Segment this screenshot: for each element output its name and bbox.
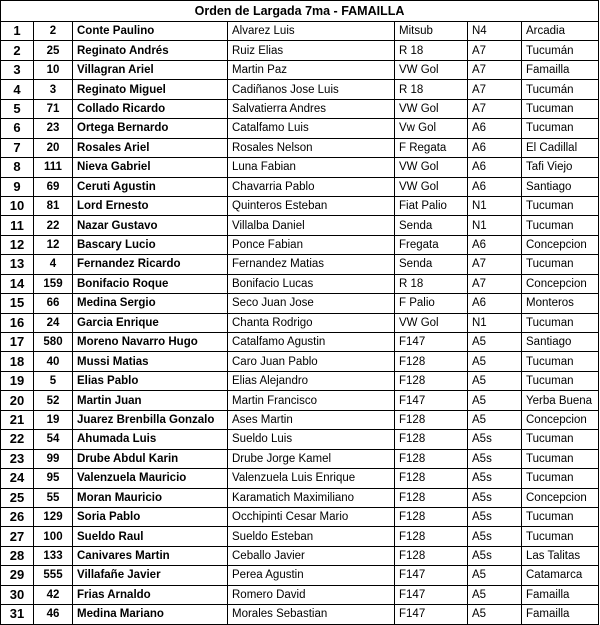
cell-position[interactable]: 11 — [1, 216, 34, 235]
cell-class[interactable]: A6 — [468, 235, 522, 254]
cell-navigator[interactable]: Alvarez Luis — [228, 22, 395, 41]
cell-class[interactable]: A7 — [468, 99, 522, 118]
cell-car[interactable]: VW Gol — [395, 177, 468, 196]
cell-position[interactable]: 21 — [1, 410, 34, 429]
cell-position[interactable]: 22 — [1, 430, 34, 449]
cell-driver[interactable]: Nieva Gabriel — [73, 158, 228, 177]
cell-navigator[interactable]: Morales Sebastian — [228, 605, 395, 624]
table-row — [1, 371, 599, 390]
cell-navigator[interactable]: Chanta Rodrigo — [228, 313, 395, 332]
table-row — [1, 235, 599, 254]
cell-driver[interactable]: Garcia Enrique — [73, 313, 228, 332]
cell-car[interactable]: R 18 — [395, 80, 468, 99]
cell-position[interactable]: 19 — [1, 371, 34, 390]
cell-city[interactable]: Catamarca — [522, 566, 599, 585]
cell-navigator[interactable]: Romero David — [228, 585, 395, 604]
cell-position[interactable]: 14 — [1, 274, 34, 293]
cell-car[interactable]: F147 — [395, 566, 468, 585]
cell-car-number[interactable]: 24 — [34, 313, 73, 332]
table-row — [1, 119, 599, 138]
cell-car-number[interactable]: 133 — [34, 546, 73, 565]
cell-car[interactable]: R 18 — [395, 274, 468, 293]
cell-city[interactable]: Tucuman — [522, 371, 599, 390]
cell-car-number[interactable]: 40 — [34, 352, 73, 371]
cell-position[interactable]: 1 — [1, 22, 34, 41]
cell-driver[interactable]: Sueldo Raul — [73, 527, 228, 546]
cell-class[interactable]: A5 — [468, 333, 522, 352]
cell-city[interactable]: Santiago — [522, 177, 599, 196]
cell-city[interactable]: Famailla — [522, 585, 599, 604]
cell-class[interactable]: A5 — [468, 371, 522, 390]
cell-driver[interactable]: Frias Arnaldo — [73, 585, 228, 604]
cell-navigator[interactable]: Quinteros Esteban — [228, 196, 395, 215]
cell-car-number[interactable]: 159 — [34, 274, 73, 293]
cell-car-number[interactable]: 54 — [34, 430, 73, 449]
table-row — [1, 566, 599, 585]
cell-navigator[interactable]: Valenzuela Luis Enrique — [228, 469, 395, 488]
cell-car[interactable]: Senda — [395, 216, 468, 235]
cell-car-number[interactable]: 71 — [34, 99, 73, 118]
table-row — [1, 294, 599, 313]
cell-driver[interactable]: Ceruti Agustin — [73, 177, 228, 196]
cell-class[interactable]: A6 — [468, 138, 522, 157]
cell-navigator[interactable]: Bonifacio Lucas — [228, 274, 395, 293]
cell-city[interactable]: Tucuman — [522, 119, 599, 138]
cell-car[interactable]: F Palio — [395, 294, 468, 313]
cell-car-number[interactable]: 23 — [34, 119, 73, 138]
cell-navigator[interactable]: Villalba Daniel — [228, 216, 395, 235]
cell-position[interactable]: 5 — [1, 99, 34, 118]
cell-city[interactable]: Tucumán — [522, 80, 599, 99]
cell-city[interactable]: Concepcion — [522, 274, 599, 293]
cell-car[interactable]: R 18 — [395, 41, 468, 60]
cell-position[interactable]: 15 — [1, 294, 34, 313]
table-row — [1, 196, 599, 215]
table-row — [1, 469, 599, 488]
cell-city[interactable]: Tucuman — [522, 507, 599, 526]
cell-driver[interactable]: Nazar Gustavo — [73, 216, 228, 235]
cell-navigator[interactable]: Sueldo Luis — [228, 430, 395, 449]
cell-city[interactable]: Arcadia — [522, 22, 599, 41]
cell-car-number[interactable]: 580 — [34, 333, 73, 352]
cell-position[interactable]: 10 — [1, 196, 34, 215]
cell-position[interactable]: 3 — [1, 60, 34, 79]
cell-position[interactable]: 20 — [1, 391, 34, 410]
cell-car-number[interactable]: 19 — [34, 410, 73, 429]
cell-navigator[interactable]: Karamatich Maximiliano — [228, 488, 395, 507]
cell-car-number[interactable]: 5 — [34, 371, 73, 390]
cell-city[interactable]: Santiago — [522, 333, 599, 352]
cell-navigator[interactable]: Elias Alejandro — [228, 371, 395, 390]
cell-navigator[interactable]: Ponce Fabian — [228, 235, 395, 254]
cell-class[interactable]: A5 — [468, 566, 522, 585]
cell-class[interactable]: A5s — [468, 546, 522, 565]
cell-class[interactable]: A5 — [468, 391, 522, 410]
cell-navigator[interactable]: Drube Jorge Kamel — [228, 449, 395, 468]
cell-position[interactable]: 4 — [1, 80, 34, 99]
cell-position[interactable]: 7 — [1, 138, 34, 157]
table-row — [1, 313, 599, 332]
cell-city[interactable]: Concepcion — [522, 235, 599, 254]
cell-car[interactable]: Senda — [395, 255, 468, 274]
cell-car-number[interactable]: 20 — [34, 138, 73, 157]
cell-navigator[interactable]: Perea Agustin — [228, 566, 395, 585]
cell-city[interactable]: Tucuman — [522, 99, 599, 118]
cell-driver[interactable]: Drube Abdul Karin — [73, 449, 228, 468]
cell-driver[interactable]: Bascary Lucio — [73, 235, 228, 254]
cell-navigator[interactable]: Catalfamo Luis — [228, 119, 395, 138]
table-row — [1, 138, 599, 157]
cell-driver[interactable]: Lord Ernesto — [73, 196, 228, 215]
table-row — [1, 99, 599, 118]
cell-car[interactable]: Vw Gol — [395, 119, 468, 138]
cell-class[interactable]: A5 — [468, 410, 522, 429]
table-row — [1, 352, 599, 371]
cell-car-number[interactable]: 129 — [34, 507, 73, 526]
cell-position[interactable]: 13 — [1, 255, 34, 274]
cell-car[interactable]: F147 — [395, 605, 468, 624]
cell-position[interactable]: 16 — [1, 313, 34, 332]
cell-car-number[interactable]: 555 — [34, 566, 73, 585]
cell-driver[interactable]: Medina Sergio — [73, 294, 228, 313]
cell-car[interactable]: F Regata — [395, 138, 468, 157]
cell-navigator[interactable]: Ases Martin — [228, 410, 395, 429]
cell-navigator[interactable]: Sueldo Esteban — [228, 527, 395, 546]
table-row — [1, 255, 599, 274]
cell-car-number[interactable]: 55 — [34, 488, 73, 507]
cell-car-number[interactable]: 81 — [34, 196, 73, 215]
cell-car[interactable]: VW Gol — [395, 99, 468, 118]
cell-position[interactable]: 17 — [1, 333, 34, 352]
cell-car-number[interactable]: 42 — [34, 585, 73, 604]
cell-car[interactable]: VW Gol — [395, 313, 468, 332]
table-row — [1, 546, 599, 565]
cell-class[interactable]: A6 — [468, 158, 522, 177]
table-row — [1, 585, 599, 604]
cell-class[interactable]: A6 — [468, 177, 522, 196]
cell-city[interactable]: Tucuman — [522, 430, 599, 449]
cell-car-number[interactable]: 22 — [34, 216, 73, 235]
table-body — [1, 22, 599, 625]
cell-class[interactable]: N1 — [468, 216, 522, 235]
cell-navigator[interactable]: Catalfamo Agustin — [228, 333, 395, 352]
cell-car-number[interactable]: 4 — [34, 255, 73, 274]
cell-position[interactable]: 9 — [1, 177, 34, 196]
cell-navigator[interactable]: Seco Juan Jose — [228, 294, 395, 313]
cell-navigator[interactable]: Ruiz Elias — [228, 41, 395, 60]
cell-position[interactable]: 29 — [1, 566, 34, 585]
cell-car[interactable]: F147 — [395, 333, 468, 352]
table-title: Orden de Largada 7ma - FAMAILLA — [1, 1, 599, 22]
cell-city[interactable]: Tucuman — [522, 469, 599, 488]
cell-car[interactable]: F128 — [395, 527, 468, 546]
table-row — [1, 527, 599, 546]
table-row — [1, 216, 599, 235]
cell-navigator[interactable]: Salvatierra Andres — [228, 99, 395, 118]
cell-class[interactable]: A5 — [468, 605, 522, 624]
cell-car-number[interactable]: 69 — [34, 177, 73, 196]
cell-driver[interactable]: Conte Paulino — [73, 22, 228, 41]
cell-car[interactable]: F128 — [395, 352, 468, 371]
cell-car[interactable]: Fregata — [395, 235, 468, 254]
cell-driver[interactable]: Juarez Brenbilla Gonzalo — [73, 410, 228, 429]
cell-class[interactable]: A5 — [468, 585, 522, 604]
cell-city[interactable]: Famailla — [522, 60, 599, 79]
cell-car-number[interactable]: 95 — [34, 469, 73, 488]
table-row — [1, 449, 599, 468]
table-row — [1, 410, 599, 429]
title-row — [1, 1, 599, 22]
cell-navigator[interactable]: Occhipinti Cesar Mario — [228, 507, 395, 526]
table-row — [1, 177, 599, 196]
cell-city[interactable]: Yerba Buena — [522, 391, 599, 410]
cell-navigator[interactable]: Martin Francisco — [228, 391, 395, 410]
cell-position[interactable]: 2 — [1, 41, 34, 60]
cell-class[interactable]: A6 — [468, 294, 522, 313]
cell-class[interactable]: A7 — [468, 60, 522, 79]
cell-car-number[interactable]: 3 — [34, 80, 73, 99]
cell-position[interactable]: 26 — [1, 507, 34, 526]
cell-driver[interactable]: Villafañe Javier — [73, 566, 228, 585]
cell-driver[interactable]: Mussi Matias — [73, 352, 228, 371]
cell-driver[interactable]: Canivares Martin — [73, 546, 228, 565]
cell-position[interactable]: 6 — [1, 119, 34, 138]
cell-city[interactable]: Tafi Viejo — [522, 158, 599, 177]
cell-navigator[interactable]: Ceballo Javier — [228, 546, 395, 565]
cell-car[interactable]: VW Gol — [395, 158, 468, 177]
cell-class[interactable]: A6 — [468, 119, 522, 138]
cell-city[interactable]: Tucuman — [522, 196, 599, 215]
cell-city[interactable]: Las Talitas — [522, 546, 599, 565]
table-row — [1, 22, 599, 41]
cell-driver[interactable]: Reginato Miguel — [73, 80, 228, 99]
cell-car-number[interactable]: 52 — [34, 391, 73, 410]
cell-navigator[interactable]: Cadiñanos Jose Luis — [228, 80, 395, 99]
cell-city[interactable]: Famailla — [522, 605, 599, 624]
table-row — [1, 60, 599, 79]
cell-class[interactable]: A7 — [468, 80, 522, 99]
cell-driver[interactable]: Ahumada Luis — [73, 430, 228, 449]
cell-city[interactable]: Concepcion — [522, 410, 599, 429]
cell-car[interactable]: F128 — [395, 430, 468, 449]
cell-car[interactable]: F128 — [395, 410, 468, 429]
cell-driver[interactable]: Soria Pablo — [73, 507, 228, 526]
cell-car[interactable]: F147 — [395, 391, 468, 410]
cell-position[interactable]: 30 — [1, 585, 34, 604]
cell-car-number[interactable]: 46 — [34, 605, 73, 624]
cell-car[interactable]: F147 — [395, 585, 468, 604]
cell-position[interactable]: 8 — [1, 158, 34, 177]
cell-position[interactable]: 25 — [1, 488, 34, 507]
cell-car-number[interactable]: 25 — [34, 41, 73, 60]
cell-city[interactable]: Tucumán — [522, 41, 599, 60]
cell-car[interactable]: F128 — [395, 507, 468, 526]
cell-position[interactable]: 23 — [1, 449, 34, 468]
cell-car[interactable]: F128 — [395, 371, 468, 390]
cell-car[interactable]: F128 — [395, 546, 468, 565]
cell-driver[interactable]: Rosales Ariel — [73, 138, 228, 157]
table-row — [1, 333, 599, 352]
cell-city[interactable]: Tucuman — [522, 352, 599, 371]
cell-car[interactable]: Fiat Palio — [395, 196, 468, 215]
cell-driver[interactable]: Moran Mauricio — [73, 488, 228, 507]
cell-navigator[interactable]: Caro Juan Pablo — [228, 352, 395, 371]
cell-driver[interactable]: Villagran Ariel — [73, 60, 228, 79]
cell-class[interactable]: A5s — [468, 430, 522, 449]
cell-position[interactable]: 28 — [1, 546, 34, 565]
cell-city[interactable]: Tucuman — [522, 255, 599, 274]
cell-class[interactable]: A7 — [468, 255, 522, 274]
table-row — [1, 430, 599, 449]
cell-driver[interactable]: Medina Mariano — [73, 605, 228, 624]
cell-car[interactable]: VW Gol — [395, 60, 468, 79]
cell-class[interactable]: N4 — [468, 22, 522, 41]
cell-class[interactable]: A7 — [468, 274, 522, 293]
cell-class[interactable]: A5s — [468, 507, 522, 526]
cell-city[interactable]: Tucuman — [522, 313, 599, 332]
cell-position[interactable]: 27 — [1, 527, 34, 546]
cell-class[interactable]: A5s — [468, 527, 522, 546]
table-row — [1, 605, 599, 624]
cell-navigator[interactable]: Rosales Nelson — [228, 138, 395, 157]
cell-car-number[interactable]: 99 — [34, 449, 73, 468]
cell-class[interactable]: N1 — [468, 196, 522, 215]
cell-driver[interactable]: Moreno Navarro Hugo — [73, 333, 228, 352]
cell-navigator[interactable]: Martin Paz — [228, 60, 395, 79]
cell-car[interactable]: F128 — [395, 449, 468, 468]
cell-city[interactable]: Monteros — [522, 294, 599, 313]
cell-class[interactable]: A5 — [468, 352, 522, 371]
cell-car[interactable]: Mitsub — [395, 22, 468, 41]
cell-car-number[interactable]: 12 — [34, 235, 73, 254]
cell-navigator[interactable]: Fernandez Matias — [228, 255, 395, 274]
table-row — [1, 391, 599, 410]
table-row — [1, 274, 599, 293]
cell-car-number[interactable]: 111 — [34, 158, 73, 177]
cell-driver[interactable]: Fernandez Ricardo — [73, 255, 228, 274]
cell-position[interactable]: 18 — [1, 352, 34, 371]
cell-city[interactable]: El Cadillal — [522, 138, 599, 157]
cell-car[interactable]: F128 — [395, 469, 468, 488]
cell-city[interactable]: Concepcion — [522, 488, 599, 507]
table-row — [1, 41, 599, 60]
cell-driver[interactable]: Ortega Bernardo — [73, 119, 228, 138]
table-row — [1, 80, 599, 99]
cell-city[interactable]: Tucuman — [522, 449, 599, 468]
cell-class[interactable]: N1 — [468, 313, 522, 332]
cell-car-number[interactable]: 100 — [34, 527, 73, 546]
cell-driver[interactable]: Bonifacio Roque — [73, 274, 228, 293]
table-row — [1, 158, 599, 177]
cell-class[interactable]: A5s — [468, 488, 522, 507]
cell-navigator[interactable]: Chavarria Pablo — [228, 177, 395, 196]
cell-position[interactable]: 31 — [1, 605, 34, 624]
cell-car-number[interactable]: 66 — [34, 294, 73, 313]
cell-class[interactable]: A5s — [468, 449, 522, 468]
cell-city[interactable]: Tucuman — [522, 527, 599, 546]
cell-driver[interactable]: Valenzuela Mauricio — [73, 469, 228, 488]
cell-driver[interactable]: Reginato Andrés — [73, 41, 228, 60]
cell-car[interactable]: F128 — [395, 488, 468, 507]
cell-position[interactable]: 12 — [1, 235, 34, 254]
cell-driver[interactable]: Martin Juan — [73, 391, 228, 410]
cell-driver[interactable]: Elias Pablo — [73, 371, 228, 390]
table-row — [1, 507, 599, 526]
cell-city[interactable]: Tucuman — [522, 216, 599, 235]
cell-car-number[interactable]: 10 — [34, 60, 73, 79]
cell-car-number[interactable]: 2 — [34, 22, 73, 41]
table-row — [1, 488, 599, 507]
cell-class[interactable]: A5s — [468, 469, 522, 488]
cell-position[interactable]: 24 — [1, 469, 34, 488]
cell-class[interactable]: A7 — [468, 41, 522, 60]
cell-driver[interactable]: Collado Ricardo — [73, 99, 228, 118]
cell-navigator[interactable]: Luna Fabian — [228, 158, 395, 177]
